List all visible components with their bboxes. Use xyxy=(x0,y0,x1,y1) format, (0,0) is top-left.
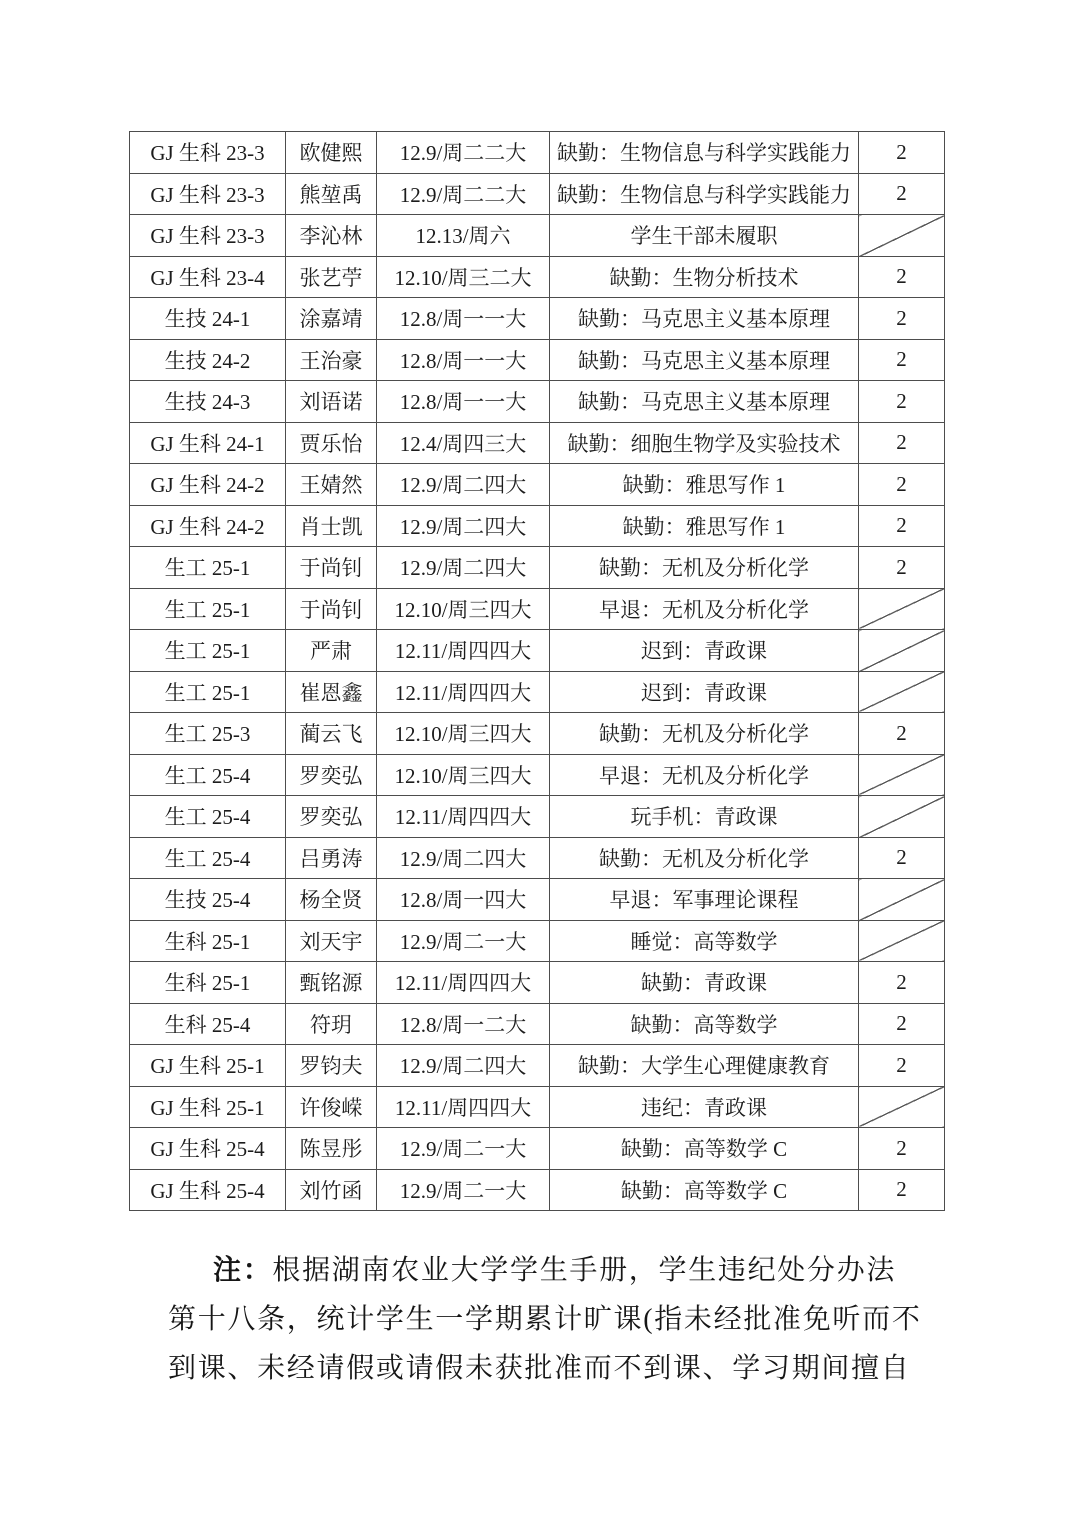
cell-date: 12.9/周二四大 xyxy=(377,505,550,547)
cell-name: 甄铭源 xyxy=(286,962,377,1004)
cell-date: 12.8/周一一大 xyxy=(377,298,550,340)
cell-name: 刘竹函 xyxy=(286,1169,377,1211)
cell-desc: 缺勤：生物信息与科学实践能力 xyxy=(550,173,859,215)
cell-desc: 缺勤：细胞生物学及实验技术 xyxy=(550,422,859,464)
table-row xyxy=(130,215,945,257)
cell-name: 刘天宇 xyxy=(286,920,377,962)
cell-date: 12.8/周一二大 xyxy=(377,1003,550,1045)
cell-name: 熊堃禹 xyxy=(286,173,377,215)
cell-date: 12.8/周一一大 xyxy=(377,339,550,381)
cell-class: GJ 生科 23-3 xyxy=(130,215,286,257)
cell-class: GJ 生科 25-1 xyxy=(130,1086,286,1128)
cell-score: 2 xyxy=(859,713,945,755)
cell-score-slash xyxy=(859,671,945,713)
cell-score-slash xyxy=(859,920,945,962)
cell-desc: 缺勤：大学生心理健康教育 xyxy=(550,1045,859,1087)
cell-score: 2 xyxy=(859,1045,945,1087)
cell-date: 12.10/周三四大 xyxy=(377,713,550,755)
cell-desc: 睡觉：高等数学 xyxy=(550,920,859,962)
table-row xyxy=(130,713,945,755)
cell-date: 12.11/周四四大 xyxy=(377,671,550,713)
cell-class: 生工 25-1 xyxy=(130,630,286,672)
table-row xyxy=(130,173,945,215)
cell-name: 崔恩鑫 xyxy=(286,671,377,713)
cell-date: 12.9/周二二大 xyxy=(377,132,550,174)
cell-score: 2 xyxy=(859,173,945,215)
cell-name: 蔺云飞 xyxy=(286,713,377,755)
cell-desc: 缺勤：雅思写作 1 xyxy=(550,464,859,506)
cell-desc: 缺勤：无机及分析化学 xyxy=(550,713,859,755)
cell-desc: 缺勤：马克思主义基本原理 xyxy=(550,298,859,340)
cell-score: 2 xyxy=(859,256,945,298)
cell-name: 符玥 xyxy=(286,1003,377,1045)
cell-name: 肖士凯 xyxy=(286,505,377,547)
table-row xyxy=(130,630,945,672)
cell-class: GJ 生科 24-1 xyxy=(130,422,286,464)
cell-name: 杨全贤 xyxy=(286,879,377,921)
cell-desc: 缺勤：雅思写作 1 xyxy=(550,505,859,547)
cell-desc: 早退：无机及分析化学 xyxy=(550,588,859,630)
cell-desc: 迟到：青政课 xyxy=(550,671,859,713)
note-paragraph xyxy=(168,1246,922,1393)
cell-score-slash xyxy=(859,796,945,838)
cell-class: 生技 24-1 xyxy=(130,298,286,340)
cell-class: 生技 24-2 xyxy=(130,339,286,381)
cell-desc: 缺勤：无机及分析化学 xyxy=(550,547,859,589)
cell-class: GJ 生科 25-1 xyxy=(130,1045,286,1087)
cell-desc: 迟到：青政课 xyxy=(550,630,859,672)
cell-score: 2 xyxy=(859,132,945,174)
cell-score: 2 xyxy=(859,1128,945,1170)
cell-date: 12.9/周二四大 xyxy=(377,547,550,589)
table-row xyxy=(130,1086,945,1128)
table-row xyxy=(130,464,945,506)
cell-name: 李沁林 xyxy=(286,215,377,257)
cell-date: 12.11/周四四大 xyxy=(377,630,550,672)
note-line-3: 到课、未经请假或请假未获批准而不到课、学习期间擅自 xyxy=(168,1353,911,1384)
cell-class: 生科 25-1 xyxy=(130,920,286,962)
cell-name: 贾乐怡 xyxy=(286,422,377,464)
cell-score-slash xyxy=(859,215,945,257)
cell-date: 12.9/周二一大 xyxy=(377,1169,550,1211)
cell-score: 2 xyxy=(859,298,945,340)
attendance-violation-table xyxy=(129,131,945,1211)
table-row xyxy=(130,879,945,921)
table-row xyxy=(130,422,945,464)
cell-desc: 缺勤：高等数学 xyxy=(550,1003,859,1045)
cell-name: 陈昱彤 xyxy=(286,1128,377,1170)
cell-name: 严肃 xyxy=(286,630,377,672)
cell-name: 王婧然 xyxy=(286,464,377,506)
cell-date: 12.4/周四三大 xyxy=(377,422,550,464)
cell-date: 12.8/周一一大 xyxy=(377,381,550,423)
table-row xyxy=(130,837,945,879)
cell-desc: 早退：无机及分析化学 xyxy=(550,754,859,796)
cell-date: 12.10/周三四大 xyxy=(377,588,550,630)
cell-class: GJ 生科 23-3 xyxy=(130,132,286,174)
cell-name: 于尚钊 xyxy=(286,547,377,589)
cell-class: GJ 生科 24-2 xyxy=(130,505,286,547)
cell-score-slash xyxy=(859,630,945,672)
table-row xyxy=(130,1128,945,1170)
cell-class: 生工 25-3 xyxy=(130,713,286,755)
cell-class: GJ 生科 23-4 xyxy=(130,256,286,298)
cell-date: 12.9/周二四大 xyxy=(377,464,550,506)
cell-score: 2 xyxy=(859,464,945,506)
cell-desc: 学生干部未履职 xyxy=(550,215,859,257)
cell-class: 生技 25-4 xyxy=(130,879,286,921)
cell-date: 12.8/周一四大 xyxy=(377,879,550,921)
cell-name: 涂嘉靖 xyxy=(286,298,377,340)
cell-score: 2 xyxy=(859,339,945,381)
cell-name: 欧健熙 xyxy=(286,132,377,174)
cell-name: 许俊嵘 xyxy=(286,1086,377,1128)
note-line-1-text: 根据湖南农业大学学生手册，学生违纪处分办法 xyxy=(272,1255,897,1286)
note-prefix: 注： xyxy=(213,1255,273,1286)
cell-class: 生工 25-1 xyxy=(130,547,286,589)
table-row xyxy=(130,339,945,381)
cell-date: 12.9/周二四大 xyxy=(377,837,550,879)
cell-class: 生技 24-3 xyxy=(130,381,286,423)
cell-class: 生工 25-4 xyxy=(130,837,286,879)
cell-score: 2 xyxy=(859,837,945,879)
cell-desc: 缺勤：生物信息与科学实践能力 xyxy=(550,132,859,174)
cell-name: 罗奕弘 xyxy=(286,754,377,796)
cell-score: 2 xyxy=(859,962,945,1004)
cell-desc: 缺勤：青政课 xyxy=(550,962,859,1004)
cell-score: 2 xyxy=(859,547,945,589)
cell-date: 12.13/周六 xyxy=(377,215,550,257)
cell-score-slash xyxy=(859,754,945,796)
cell-class: GJ 生科 25-4 xyxy=(130,1128,286,1170)
cell-name: 吕勇涛 xyxy=(286,837,377,879)
cell-name: 罗奕弘 xyxy=(286,796,377,838)
cell-date: 12.9/周二一大 xyxy=(377,920,550,962)
cell-date: 12.11/周四四大 xyxy=(377,1086,550,1128)
cell-class: 生科 25-1 xyxy=(130,962,286,1004)
cell-name: 刘语诺 xyxy=(286,381,377,423)
cell-class: GJ 生科 24-2 xyxy=(130,464,286,506)
table-row xyxy=(130,1045,945,1087)
cell-desc: 缺勤：生物分析技术 xyxy=(550,256,859,298)
table-row xyxy=(130,671,945,713)
cell-date: 12.9/周二四大 xyxy=(377,1045,550,1087)
cell-date: 12.9/周二一大 xyxy=(377,1128,550,1170)
note-line-2: 第十八条，统计学生一学期累计旷课(指未经批准免听而不 xyxy=(168,1304,922,1335)
table-row xyxy=(130,754,945,796)
cell-desc: 缺勤：马克思主义基本原理 xyxy=(550,381,859,423)
table-row xyxy=(130,1169,945,1211)
cell-desc: 缺勤：无机及分析化学 xyxy=(550,837,859,879)
cell-name: 王治豪 xyxy=(286,339,377,381)
cell-desc: 早退：军事理论课程 xyxy=(550,879,859,921)
table-row xyxy=(130,588,945,630)
attendance-table-body xyxy=(130,132,945,1211)
note-line-1 xyxy=(168,1246,912,1295)
cell-score-slash xyxy=(859,588,945,630)
cell-date: 12.10/周三二大 xyxy=(377,256,550,298)
table-row xyxy=(130,256,945,298)
cell-date: 12.10/周三四大 xyxy=(377,754,550,796)
table-row xyxy=(130,547,945,589)
cell-class: 生工 25-4 xyxy=(130,754,286,796)
cell-desc: 缺勤：高等数学 C xyxy=(550,1128,859,1170)
cell-score: 2 xyxy=(859,422,945,464)
cell-name: 于尚钊 xyxy=(286,588,377,630)
cell-class: 生工 25-4 xyxy=(130,796,286,838)
cell-score: 2 xyxy=(859,1169,945,1211)
cell-date: 12.9/周二二大 xyxy=(377,173,550,215)
cell-desc: 缺勤：马克思主义基本原理 xyxy=(550,339,859,381)
cell-score: 2 xyxy=(859,505,945,547)
cell-desc: 缺勤：高等数学 C xyxy=(550,1169,859,1211)
table-row xyxy=(130,298,945,340)
cell-desc: 玩手机：青政课 xyxy=(550,796,859,838)
table-row xyxy=(130,920,945,962)
cell-name: 罗钧夫 xyxy=(286,1045,377,1087)
table-row xyxy=(130,1003,945,1045)
cell-class: GJ 生科 23-3 xyxy=(130,173,286,215)
cell-date: 12.11/周四四大 xyxy=(377,796,550,838)
table-row xyxy=(130,381,945,423)
table-row xyxy=(130,132,945,174)
cell-score-slash xyxy=(859,879,945,921)
cell-score-slash xyxy=(859,1086,945,1128)
table-row xyxy=(130,796,945,838)
cell-desc: 违纪：青政课 xyxy=(550,1086,859,1128)
cell-score: 2 xyxy=(859,381,945,423)
cell-class: GJ 生科 25-4 xyxy=(130,1169,286,1211)
cell-name: 张艺苧 xyxy=(286,256,377,298)
table-row xyxy=(130,962,945,1004)
table-row xyxy=(130,505,945,547)
cell-class: 生工 25-1 xyxy=(130,588,286,630)
cell-date: 12.11/周四四大 xyxy=(377,962,550,1004)
cell-class: 生科 25-4 xyxy=(130,1003,286,1045)
cell-score: 2 xyxy=(859,1003,945,1045)
cell-class: 生工 25-1 xyxy=(130,671,286,713)
